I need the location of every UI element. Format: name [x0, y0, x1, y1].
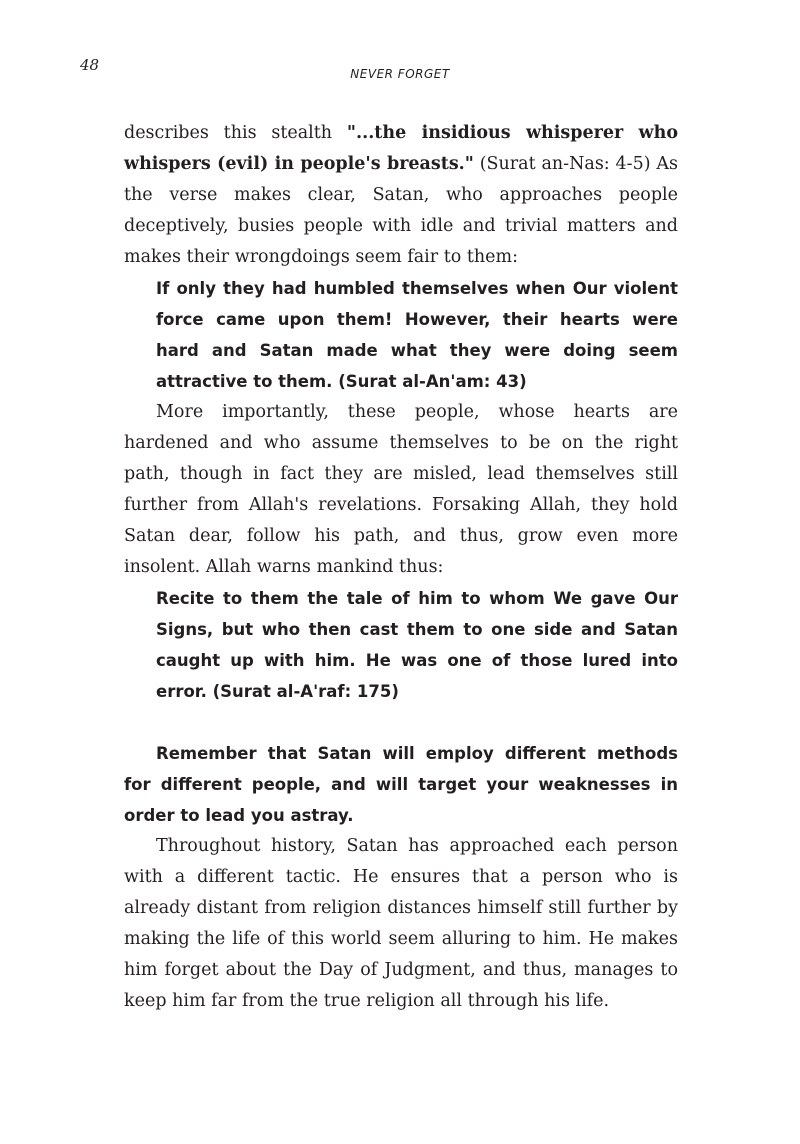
running-title: NEVER FORGET	[350, 67, 450, 81]
paragraph-1-rest: (Surat an-Nas: 4-5) As the verse makes clear, Satan, who approaches people deceptively, busies people with idle and trivial matters and makes their wrongdoings seem fair to them:	[124, 154, 678, 267]
page-number: 48	[80, 56, 100, 74]
verse-quote-1: If only they had humbled themselves when Our violent force came upon them! However, their hearts were hard and Satan made what they were doing seem attractive to them. (Surat al-An'am: 43)	[156, 279, 678, 391]
paragraph-2: More importantly, these people, whose hearts are hardened and who assume themselves to be on the right path, though in fact they are misled, lead themselves still further from Allah's revelations. Forsaking Allah, they hold Satan dear, follow his path, and thus, grow even more insolent. Allah warns mankind thus:	[124, 402, 678, 577]
paragraph-3: Throughout history, Satan has approached each person with a different tactic. He ensures that a person who is already distant from religion distances himself still further by making the life of this world seem alluring to him. He makes him forget about the Day of Judgment, and thus, manages to keep him far from the true religion all through his life.	[124, 836, 678, 1011]
section-heading: Remember that Satan will employ different methods for different people, and will target your weaknesses in order to lead you astray.	[124, 744, 678, 825]
paragraph-1	[124, 118, 678, 273]
paragraph-1-start: describes this stealth	[124, 123, 347, 143]
paragraph-1-quote: "...the insidious whisperer who whispers (evil) in people's breasts."	[124, 123, 678, 174]
page-body	[124, 118, 678, 1017]
verse-quote-2: Recite to them the tale of him to whom We gave Our Signs, but who then cast them to one side and Satan caught up with him. He was one of those lured into error. (Surat al-A'raf: 175)	[156, 589, 678, 701]
section-spacer	[124, 707, 678, 738]
